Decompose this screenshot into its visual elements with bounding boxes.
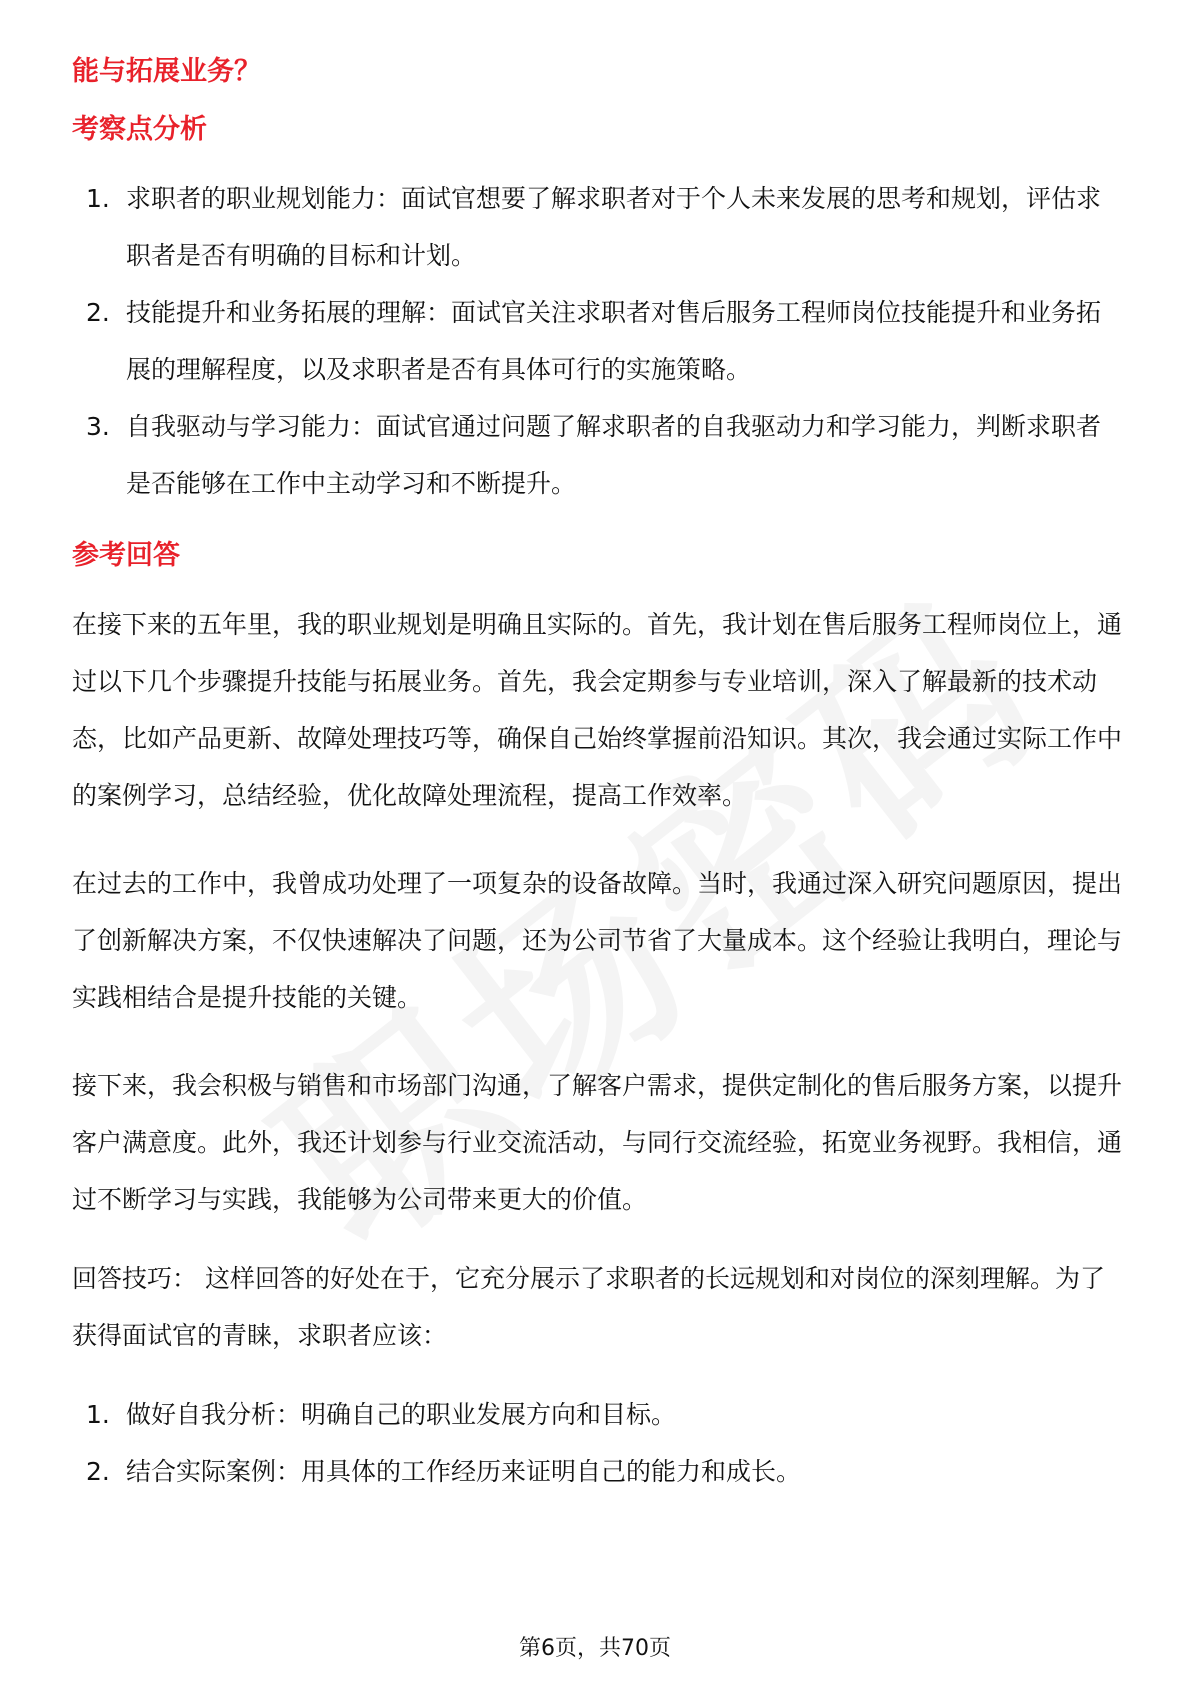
answer-paragraph-3: 接下来，我会积极与销售和市场部门沟通，了解客户需求，提供定制化的售后服务方案，以提升客户满意度。此外，我还计划参与行业交流活动，与同行交流经验，拓宽业务视野。我相信，通过不断学习与实践，我能够为公司带来更大的价值。 <box>72 1071 1123 1214</box>
list-item-text: 求职者的职业规划能力：面试官想要了解求职者对于个人未来发展的思考和规划，评估求职者是否有明确的目标和计划。 <box>126 184 1102 270</box>
analysis-heading: 考察点分析 <box>72 114 207 145</box>
list-item-text: 技能提升和业务拓展的理解：面试官关注求职者对售后服务工程师岗位技能提升和业务拓展的理解程度，以及求职者是否有具体可行的实施策略。 <box>126 298 1102 384</box>
list-item-text: 自我驱动与学习能力：面试官通过问题了解求职者的自我驱动力和学习能力，判断求职者是否能够在工作中主动学习和不断提升。 <box>126 412 1102 498</box>
list-item <box>72 284 1122 398</box>
list-item-number: 2. <box>86 298 110 327</box>
answer-heading: 参考回答 <box>72 540 180 571</box>
analysis-list <box>72 170 1122 512</box>
page-content <box>72 52 1122 1500</box>
list-item-number: 3. <box>86 412 110 441</box>
page-number-footer: 第6页，共70页 <box>519 1636 671 1661</box>
list-item <box>72 398 1122 512</box>
list-item <box>72 1443 1122 1500</box>
list-item <box>72 1386 1122 1443</box>
question-tail-heading: 能与拓展业务？ <box>72 56 261 87</box>
tips-list <box>72 1386 1122 1500</box>
list-item-text: 结合实际案例：用具体的工作经历来证明自己的能力和成长。 <box>126 1457 802 1486</box>
list-item-number: 2. <box>86 1457 110 1486</box>
answer-tips-paragraph: 回答技巧： 这样回答的好处在于，它充分展示了求职者的长远规划和对岗位的深刻理解。为了获得面试官的青睐，求职者应该： <box>72 1264 1105 1350</box>
list-item-number: 1. <box>86 184 110 213</box>
list-item <box>72 170 1122 284</box>
answer-paragraph-2: 在过去的工作中，我曾成功处理了一项复杂的设备故障。当时，我通过深入研究问题原因，提出了创新解决方案，不仅快速解决了问题，还为公司节省了大量成本。这个经验让我明白，理论与实践相结合是提升技能的关键。 <box>72 869 1123 1012</box>
answer-paragraph-1: 在接下来的五年里，我的职业规划是明确且实际的。首先，我计划在售后服务工程师岗位上，通过以下几个步骤提升技能与拓展业务。首先，我会定期参与专业培训，深入了解最新的技术动态，比如产品更新、故障处理技巧等，确保自己始终掌握前沿知识。其次，我会通过实际工作中的案例学习，总结经验，优化故障处理流程，提高工作效率。 <box>72 610 1123 810</box>
list-item-number: 1. <box>86 1400 110 1429</box>
list-item-text: 做好自我分析：明确自己的职业发展方向和目标。 <box>126 1400 677 1429</box>
